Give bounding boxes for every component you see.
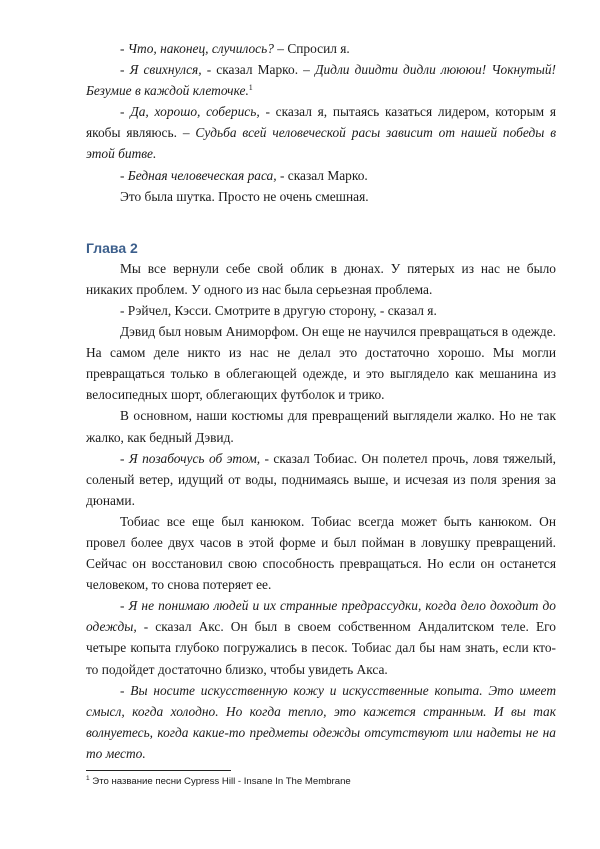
paragraph-dialogue-look-away xyxy=(86,300,556,321)
chapter-title: Глава 2 xyxy=(86,239,138,256)
text-run: - сказал Акс. Он был в своем собственном Андалитском теле. Его четыре копыта глубоко погружались в песок. Тобиас дал бы нам знать, если кто-то подойдет достаточно близко, чтобы увидеть Акса. xyxy=(86,619,556,677)
text-run: - сказал Марко. xyxy=(276,167,368,183)
paragraph-dialogue-marco-crazy xyxy=(86,59,556,101)
paragraph-dialogue-poor-humans xyxy=(86,165,556,186)
footnote xyxy=(86,776,556,787)
paragraph-narration-david xyxy=(86,321,556,405)
paragraph-narration-costumes xyxy=(86,405,556,447)
footnote-divider xyxy=(86,770,231,771)
text-run: Судьба всей человеческой расы зависит от нашей победы в этой битве. xyxy=(86,125,557,162)
text-run: - Что, наконец, случилось? xyxy=(120,41,274,56)
text-run: - Рэйчел, Кэсси. Смотрите в другую сторону, - сказал я. xyxy=(120,302,437,318)
paragraph-narration-tobias-hawk xyxy=(86,511,556,595)
paragraph-dialogue-what-happened xyxy=(86,38,556,59)
text-run: - Я свихнулся, xyxy=(120,62,202,78)
paragraph-dialogue-ax-clothes xyxy=(86,595,556,679)
paragraph-narration-joke xyxy=(86,186,556,207)
page-body xyxy=(86,38,556,764)
text-run: - Я позабочусь об этом, xyxy=(120,450,261,466)
text-run: Мы все вернули себе свой облик в дюнах. У пятерых из нас не было никаких проблем. У одного из нас была серьезная проблема. xyxy=(86,260,556,297)
text-run: - Бедная человеческая раса, xyxy=(120,167,277,183)
text-run: - Я не понимаю людей и их странные предрассудки, когда дело доходит до одежды, xyxy=(86,598,556,635)
text-run: - Да, хорошо, соберись, xyxy=(120,104,260,120)
footnote-ref: 1 xyxy=(248,83,253,93)
paragraph-dialogue-ax-leather xyxy=(86,680,556,764)
paragraph-dialogue-pull-together xyxy=(86,101,556,164)
text-run: Дэвид был новым Аниморфом. Он еще не научился превращаться в одежде. На самом деле никто из нас не делал это достаточно хорошо. Мы могли превращаться только в облегающей одежде, и это выглядело как мешанина из велосипедных шорт, облегающих футболок и трико. xyxy=(86,324,556,403)
text-run: - сказал Тобиас. Он полетел прочь, ловя тяжелый, соленый ветер, идущий от воды, поднимаясь выше, и исчезая из поля зрения за дюнами. xyxy=(86,450,556,508)
text-run: - сказал Марко. – xyxy=(201,62,315,78)
text-run: – Спросил я. xyxy=(273,41,350,56)
text-run: В основном, наши костюмы для превращений выглядели жалко. Но не так жалко, как бедный Дэвид. xyxy=(86,408,556,445)
text-run: - сказал я, пытаясь казаться лидером, которым я якобы являюсь. – xyxy=(86,104,556,141)
text-run: Это была шутка. Просто не очень смешная. xyxy=(120,188,369,204)
text-run: - Вы носите искусственную кожу и искусственные копыта. Это имеет смысл, когда холодно. Но когда тепло, это кажется странным. И вы так волнуетесь, когда какие-то предметы одежды отсутствуют или надеты не на то место. xyxy=(86,682,556,761)
footnote-text: Это название песни Cypress Hill - Insane In The Membrane xyxy=(92,776,351,787)
footnote-marker: 1 xyxy=(86,775,90,782)
paragraph-dialogue-tobias xyxy=(86,448,556,511)
text-run: Дидли диидти дидли люююи! Чокнутый! Безумие в каждой клеточке. xyxy=(86,62,556,99)
text-run: Тобиас все еще был канюком. Тобиас всегда может быть канюком. Он провел более двух часов в этой форме и был пойман в ловушку превращений. Сейчас он восстановил свою способность превращаться. Но если он останется человеком, то снова потеряет ее. xyxy=(86,513,556,593)
paragraph-narration-dunes xyxy=(86,258,556,300)
